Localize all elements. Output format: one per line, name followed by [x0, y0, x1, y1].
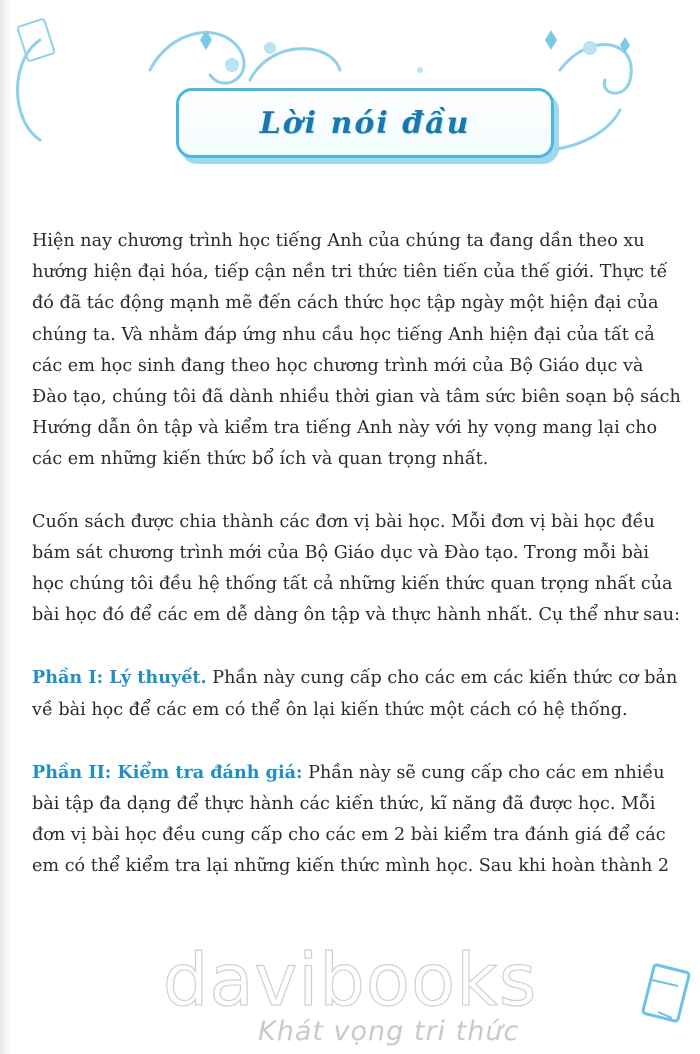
watermark-slogan: Khát vọng tri thức	[258, 1016, 520, 1047]
text-line: các em những kiến thức bổ ích và quan trọng nhất.	[32, 449, 489, 470]
text-segment: Phần này sẽ cung cấp cho các em nhiều	[302, 762, 665, 783]
text-line: chúng ta. Và nhằm đáp ứng nhu cầu học tiếng Anh hiện đại của tất cả	[32, 324, 655, 345]
text-line: Hướng dẫn ôn tập và kiểm tra tiếng Anh này với hy vọng mang lại cho	[32, 418, 658, 439]
text-line: Cuốn sách được chia thành các đơn vị bài học. Mỗi đơn vị bài học đều	[32, 511, 655, 532]
paragraph-intro	[32, 226, 681, 476]
text-line	[32, 662, 678, 694]
paragraph-part-1	[32, 662, 678, 725]
preface-body	[32, 226, 681, 914]
text-line: Hiện nay chương trình học tiếng Anh của chúng ta đang dần theo xu	[32, 231, 645, 251]
text-line: hướng hiện đại hóa, tiếp cận nền tri thức tiên tiến của thế giới. Thực tế	[32, 262, 668, 283]
text-line: em có thể kiểm tra lại những kiến thức mình học. Sau khi hoàn thành 2	[32, 856, 670, 877]
title-frame	[176, 88, 554, 158]
text-line: học chúng tôi đều hệ thống tất cả những kiến thức quan trọng nhất của	[32, 574, 673, 595]
text-line: đơn vị bài học đều cung cấp cho các em 2 bài kiểm tra đánh giá để các	[32, 825, 666, 846]
section-heading-part-1: Phần I: Lý thuyết.	[32, 667, 207, 689]
text-line: bám sát chương trình mới của Bộ Giáo dục và Đào tạo. Trong mỗi bài	[32, 542, 650, 563]
book-icon	[638, 960, 696, 1030]
text-line: bài tập đa dạng để thực hành các kiến thức, kĩ năng đã được học. Mỗi	[32, 794, 656, 815]
section-heading-part-2: Phần II: Kiểm tra đánh giá:	[32, 761, 303, 783]
paragraph-part-2	[32, 757, 668, 883]
text-line: đó đã tác động mạnh mẽ đến cách thức học tập ngày một hiện đại của	[32, 293, 659, 314]
paragraph-structure	[32, 507, 681, 632]
text-line: về bài học để các em có thể ôn lại kiến thức một cách có hệ thống.	[32, 699, 628, 720]
text-line: các em học sinh đang theo học chương trình mới của Bộ Giáo dục và	[32, 355, 644, 376]
text-line: bài học đó để các em dễ dàng ôn tập và thực hành nhất. Cụ thể như sau:	[32, 605, 681, 626]
text-line: Đào tạo, chúng tôi đã dành nhiều thời gian và tâm sức biên soạn bộ sách	[32, 387, 681, 408]
text-line	[32, 757, 668, 789]
page-title: Lời nói đầu	[259, 105, 471, 141]
watermark-logo: davibooks	[162, 938, 538, 1022]
text-segment: Phần này cung cấp cho các em các kiến thức cơ bản	[206, 668, 678, 689]
